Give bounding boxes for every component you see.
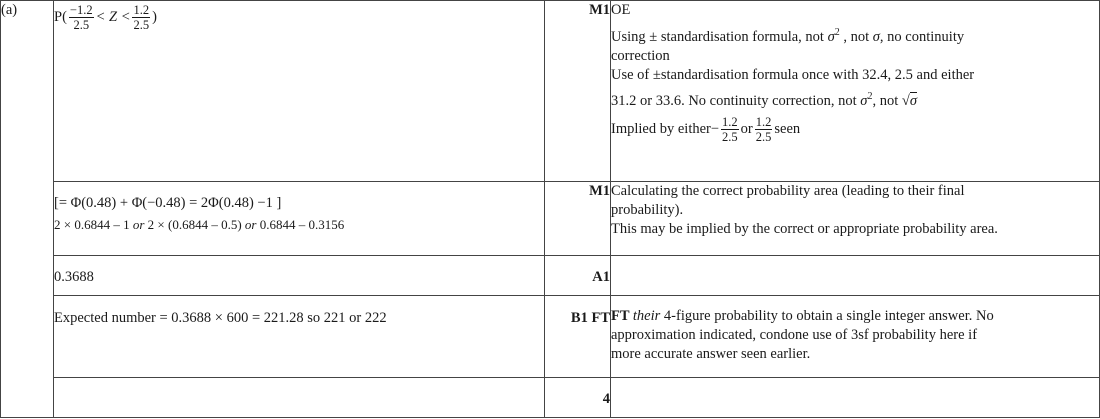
answer-cell: [54, 1, 545, 182]
marks-cell: [545, 256, 611, 296]
guidance-line: Use of ±standardisation formula once with 32.4, 2.5 and either: [611, 66, 975, 83]
guidance-line: correction: [611, 47, 670, 64]
answer-line: [= Φ(0.48) + Φ(−0.48) = 2Φ(0.48) −1 ]: [54, 195, 282, 211]
question-part-cell: [1, 1, 54, 418]
guidance-cell: [611, 378, 1100, 418]
marks-cell: [545, 296, 611, 378]
guidance-line: FT their 4-figure probability to obtain a single integer answer. No: [611, 308, 994, 324]
guidance-line: 31.2 or 33.6. No continuity correction, not $\sigma^2$, not √σ: [611, 90, 917, 109]
marks-label: B1 FT: [570, 310, 610, 326]
guidance-line: OE: [611, 2, 631, 18]
standardisation-expression: P( $\frac{-1.2}{2.5}$ < Z < $\frac{1.2}{2.5}$ ): [54, 3, 157, 32]
question-part-label: (a): [1, 2, 18, 18]
answer-line: Expected number = 0.3688 × 600 = 221.28 so 221 or 222: [54, 310, 387, 326]
guidance-line: Using ± standardisation formula, not $\sigma^2$ , not σ, no continuity: [611, 27, 965, 45]
answer-line: 2 × 0.6844 – 1 or 2 × (0.6844 – 0.5) or 0.6844 – 0.3156: [54, 217, 345, 232]
table-row: [1, 182, 1100, 256]
guidance-cell: [611, 296, 1100, 378]
table-row: [1, 378, 1100, 418]
marks-cell: [545, 182, 611, 256]
total-marks-cell: [545, 378, 611, 418]
total-marks-label: 4: [602, 391, 610, 407]
answer-line: 0.3688: [54, 269, 94, 285]
fraction: $\frac{1.2}{2.5}$: [755, 114, 772, 144]
guidance-cell: [611, 182, 1100, 256]
guidance-line: more accurate answer seen earlier.: [611, 346, 811, 362]
answer-cell: [54, 378, 545, 418]
guidance-cell: [611, 1, 1100, 182]
guidance-cell: [611, 256, 1100, 296]
guidance-line: probability).: [611, 202, 684, 218]
guidance-line: approximation indicated, condone use of 3sf probability here if: [611, 327, 978, 343]
table-row: [1, 1, 1100, 182]
answer-cell: [54, 256, 545, 296]
fraction: $\frac{1.2}{2.5}$: [133, 3, 150, 32]
answer-cell: [54, 296, 545, 378]
answer-cell: [54, 182, 545, 256]
marks-label: M1: [589, 2, 610, 18]
fraction: $\frac{-1.2}{2.5}$: [69, 3, 93, 32]
table-row: [1, 256, 1100, 296]
marks-label: M1: [589, 183, 610, 199]
table-row: [1, 296, 1100, 378]
guidance-line: Implied by either− $\frac{1.2}{2.5}$ or $\frac{1.2}{2.5}$ seen: [611, 114, 801, 144]
fraction: $\frac{1.2}{2.5}$: [722, 114, 738, 144]
marks-label: A1: [592, 269, 610, 285]
guidance-line: Calculating the correct probability area (leading to their final: [611, 183, 965, 199]
marks-cell: [545, 1, 611, 182]
guidance-line: This may be implied by the correct or appropriate probability area.: [611, 221, 998, 237]
